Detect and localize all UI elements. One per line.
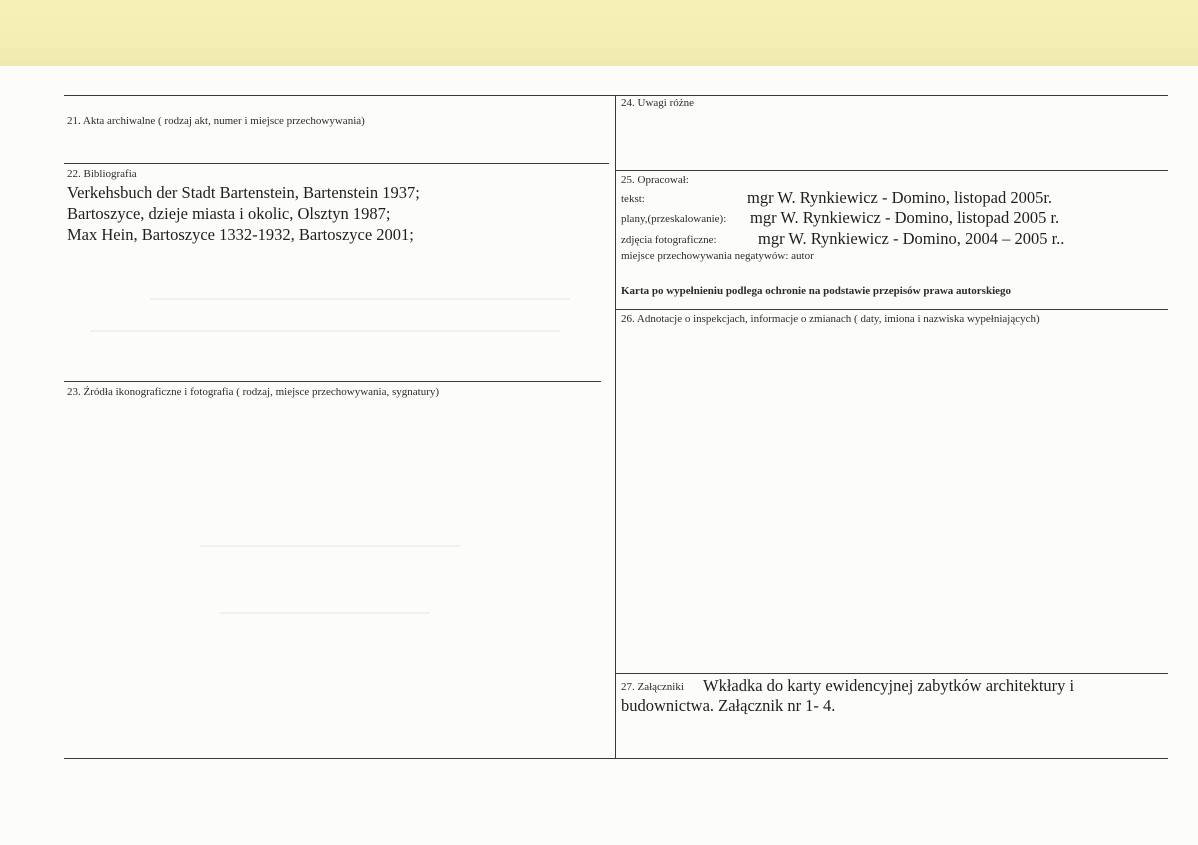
zdjecia-label: zdjęcia fotograficzne: <box>621 234 717 246</box>
section-26-label: 26. Adnotacje o inspekcjach, informacje o zmianach ( daty, imiona i nazwiska wypełniających) <box>621 313 1040 325</box>
plany-label: plany,(przeskalowanie): <box>621 213 727 225</box>
section-24-label: 24. Uwagi różne <box>621 97 695 109</box>
section-27-label: 27. Załączniki <box>621 681 684 693</box>
attachments-value-cont: budownictwa. Załącznik nr 1- 4. <box>621 696 836 715</box>
bleed-through-mark <box>200 545 460 547</box>
column-divider <box>615 95 616 758</box>
rule-after-22 <box>64 381 601 382</box>
tekst-label: tekst: <box>621 193 645 205</box>
rule-after-24 <box>615 170 1168 171</box>
scan-top-band <box>0 0 1198 66</box>
bleed-through-mark <box>90 330 560 332</box>
bibliography-entry: Verkehsbuch der Stadt Bartenstein, Bartenstein 1937; <box>67 183 420 202</box>
rule-after-21 <box>64 163 609 164</box>
negatywy-text: miejsce przechowywania negatywów: autor <box>621 250 814 262</box>
section-23-label: 23. Źródła ikonograficzne i fotografia ( rodzaj, miejsce przechowywania, sygnatury) <box>67 386 440 398</box>
top-rule <box>64 95 1168 96</box>
bibliography-entry: Max Hein, Bartoszyce 1332-1932, Bartoszyce 2001; <box>67 225 414 244</box>
rule-after-26 <box>615 673 1168 674</box>
bleed-through-mark <box>220 612 430 614</box>
bibliography-entry: Bartoszyce, dzieje miasta i okolic, Olsztyn 1987; <box>67 204 391 223</box>
bleed-through-mark <box>150 298 570 300</box>
attachments-value: Wkładka do karty ewidencyjnej zabytków architektury i <box>703 676 1075 695</box>
section-25-label: 25. Opracował: <box>621 174 689 186</box>
section-22-label: 22. Bibliografia <box>67 168 137 180</box>
copyright-note: Karta po wypełnieniu podlega ochronie na podstawie przepisów prawa autorskiego <box>621 285 1012 297</box>
tekst-value: mgr W. Rynkiewicz - Domino, listopad 2005r. <box>747 188 1053 207</box>
bottom-rule <box>64 758 1168 759</box>
zdjecia-value: mgr W. Rynkiewicz - Domino, 2004 – 2005 r.. <box>758 229 1065 248</box>
section-21-label: 21. Akta archiwalne ( rodzaj akt, numer i miejsce przechowywania) <box>67 115 365 127</box>
plany-value: mgr W. Rynkiewicz - Domino, listopad 2005 r. <box>750 208 1060 227</box>
rule-after-25 <box>615 309 1168 310</box>
